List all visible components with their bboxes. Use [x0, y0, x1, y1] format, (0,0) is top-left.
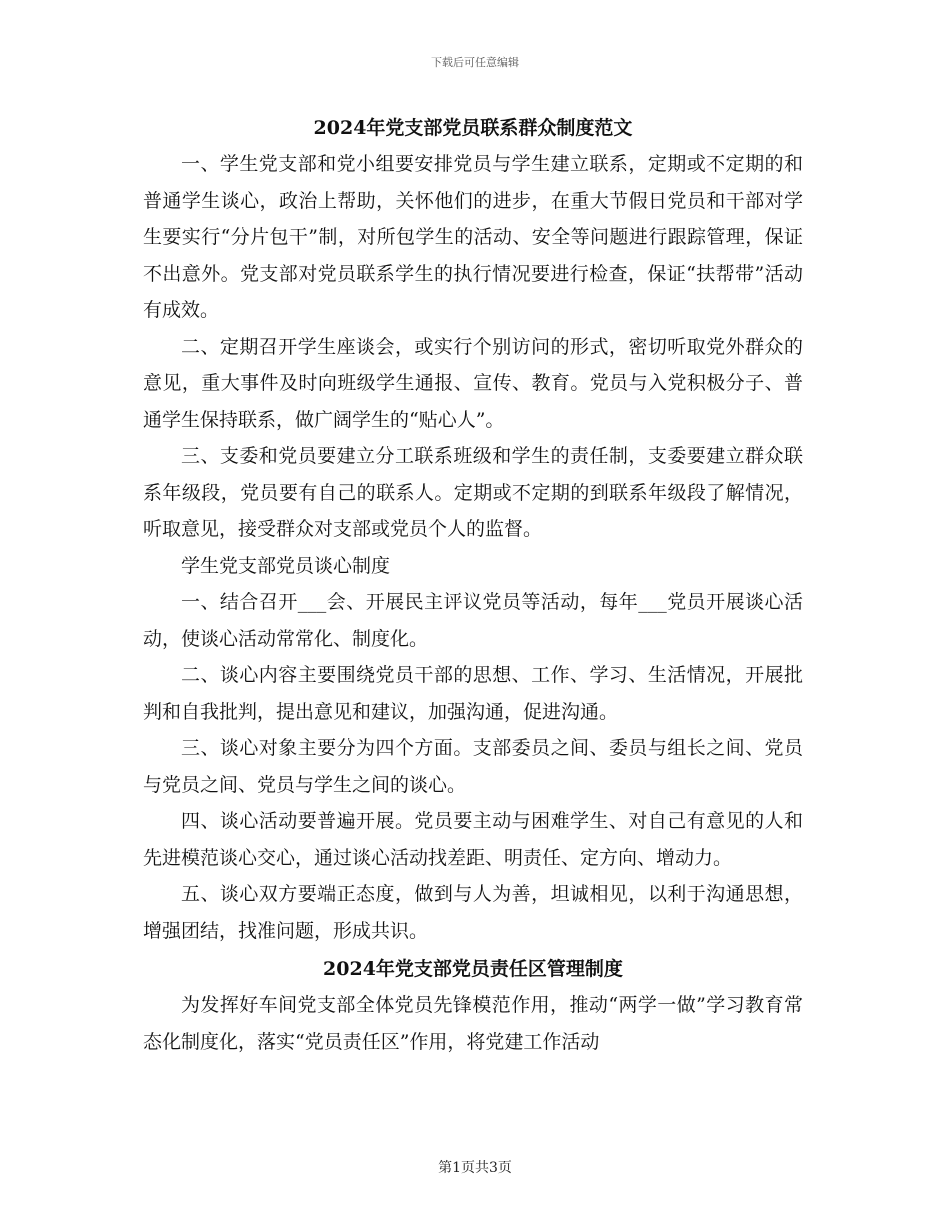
paragraph: 五、谈心双方要端正态度，做到与人为善，坦诚相见，以利于沟通思想，增强团结，找准问题，形成共识。 — [143, 883, 803, 942]
paragraph: 三、支委和党员要建立分工联系班级和学生的责任制，支委要建立群众联系年级段，党员要有自己的联系人。定期或不定期的到联系年级段了解情况，听取意见，接受群众对支部或党员个人的监督。 — [143, 445, 803, 540]
paragraph: 一、学生党支部和党小组要安排党员与学生建立联系，定期或不定期的和普通学生谈心，政治上帮助，关怀他们的进步，在重大节假日党员和干部对学生要实行“分片包干”制，对所包学生的活动、安全等问题进行跟踪管理，保证不出意外。党支部对党员联系学生的执行情况要进行检查，保证“扶帮带”活动有成效。 — [143, 153, 803, 321]
header-note: 下载后可任意编辑 — [431, 56, 519, 69]
paragraph: 三、谈心对象主要分为四个方面。支部委员之间、委员与组长之间、党员与党员之间、党员与学生之间的谈心。 — [143, 737, 803, 796]
paragraph: 二、定期召开学生座谈会，或实行个别访问的形式，密切听取党外群众的意见，重大事件及时向班级学生通报、宣传、教育。党员与入党积极分子、普通学生保持联系，做广阔学生的“贴心人”。 — [143, 335, 803, 431]
section2-title: 2024年党支部党员责任区管理制度 — [323, 958, 623, 980]
page-number: 第1页共3页 — [438, 1160, 512, 1176]
document-body — [143, 110, 803, 1060]
paragraph: 一、结合召开___会、开展民主评议党员等活动，每年___党员开展谈心活动，使谈心活动常常化、制度化。 — [143, 591, 803, 650]
paragraph: 二、谈心内容主要围绕党员干部的思想、工作、学习、生活情况，开展批判和自我批判，提出意见和建议，加强沟通，促进沟通。 — [143, 664, 803, 723]
paragraph: 四、谈心活动要普遍开展。党员要主动与困难学生、对自己有意见的人和先进模范谈心交心，通过谈心活动找差距、明责任、定方向、增动力。 — [143, 810, 803, 869]
paragraph: 为发挥好车间党支部全体党员先锋模范作用，推动“两学一做”学习教育常态化制度化，落实“党员责任区”作用，将党建工作活动 — [143, 994, 803, 1053]
subheading: 学生党支部党员谈心制度 — [181, 554, 391, 577]
section1-title: 2024年党支部党员联系群众制度范文 — [313, 117, 633, 139]
